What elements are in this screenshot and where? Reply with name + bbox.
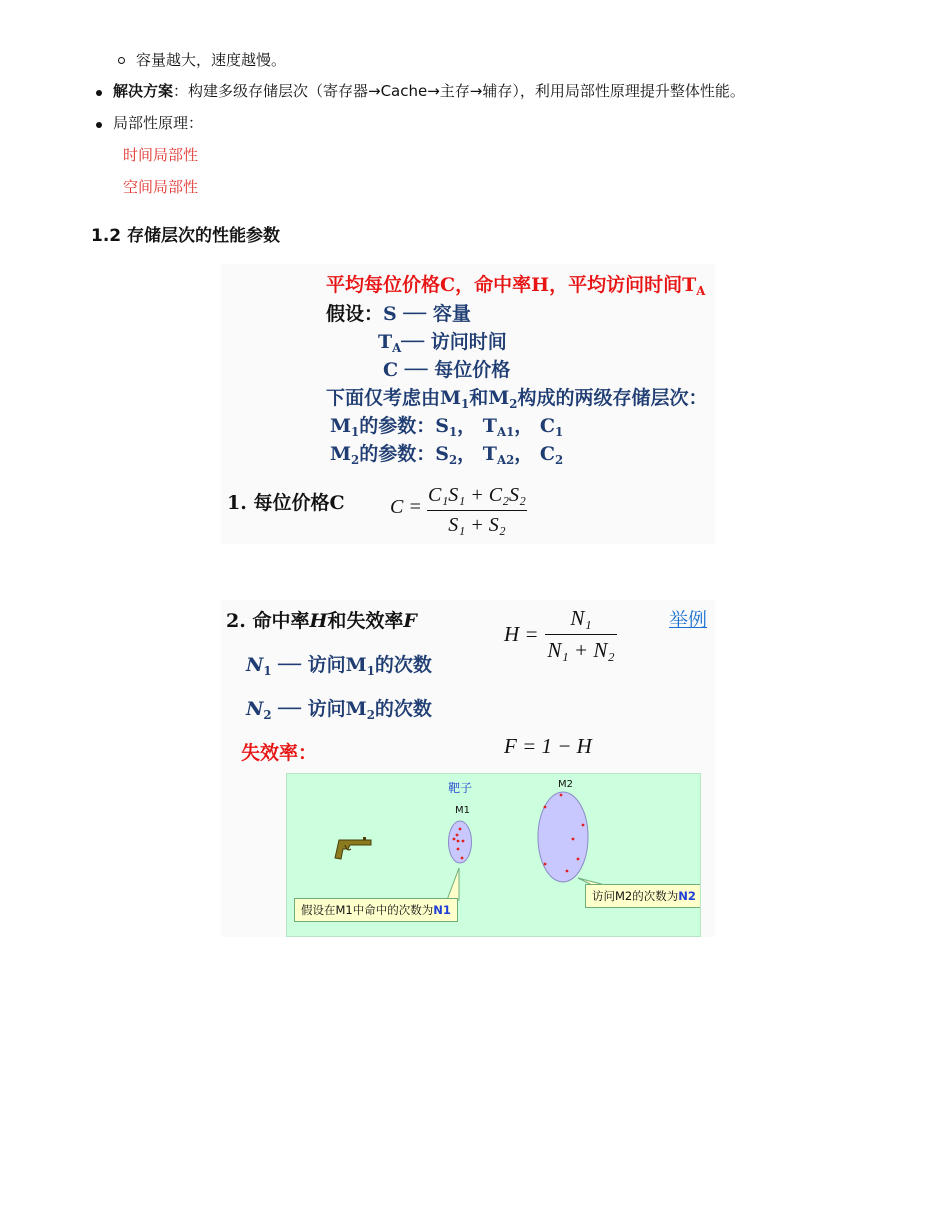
formula-c-numerator: C₁S₁ + C₂S₂: [428, 484, 526, 506]
formula-h-denominator: N₁ + N₂: [547, 638, 615, 663]
assume-c-line: C ── 每位价格: [383, 359, 511, 381]
slide-performance-params: [221, 264, 715, 544]
target-scene: [286, 773, 701, 937]
m2-label: M2: [558, 779, 573, 790]
m1-label: M1: [455, 805, 470, 816]
solution-label: 解决方案: [113, 82, 174, 100]
fraction-bar: [427, 510, 527, 511]
slide-hit-rate: [221, 600, 715, 937]
two-level-line: 下面仅考虑由$M_1$和$M_2$构成的两级存储层次：: [326, 387, 708, 412]
formula-c-denominator: S₁ + S₂: [448, 514, 506, 537]
n2-definition: $N_2$ ── 访问$M_2$的次数: [246, 698, 432, 723]
locality-label: 局部性原理：: [113, 114, 204, 132]
solution-text: ：构建多级存储层次（寄存器→Cache→主存→辅存），利用局部性原理提升整体性能。: [173, 82, 745, 100]
formula-f: F = 1 − H: [504, 734, 592, 758]
item2-title: 2. 命中率H和失效率F: [226, 610, 417, 632]
assume-s-line: 假设：S ── 容量: [326, 303, 471, 325]
sub-bullet-text: 容量越大，速度越慢。: [136, 51, 287, 69]
callout-m1: 假设在M1中命中的次数为N1: [294, 898, 458, 922]
temporal-locality: 时间局部性: [123, 146, 199, 164]
bullet-marker: [96, 122, 102, 128]
example-link[interactable]: 举例: [669, 609, 708, 631]
formula-h-lhs: H =: [504, 622, 539, 646]
formula-h-numerator: N₁: [570, 606, 592, 630]
item1-title: 1. 每位价格C: [227, 492, 345, 514]
slide-headline: 平均每位价格C，命中率H，平均访问时间$T_A$: [326, 274, 706, 299]
n1-definition: $N_1$ ── 访问$M_1$的次数: [246, 654, 432, 679]
formula-c-lhs: C =: [390, 496, 422, 518]
solution-item: [113, 81, 745, 101]
m1-params-line: $M_1$的参数：$S_1$， $T_{A1}$， $C_1$: [330, 415, 564, 440]
m2-params-line: $M_2$的参数：$S_2$， $T_{A2}$， $C_2$: [330, 443, 564, 468]
fraction-bar: [545, 634, 617, 635]
formula-h-fraction: [545, 606, 617, 663]
assume-ta-line: $T_A──$ 访问时间: [378, 331, 507, 356]
bullet-marker: [96, 90, 102, 96]
miss-rate-label: 失效率：: [241, 742, 318, 764]
target-label: 靶子: [448, 781, 473, 795]
section-title: 1.2 存储层次的性能参数: [91, 226, 281, 246]
sub-bullet-marker: [118, 57, 125, 64]
formula-c-fraction: [427, 484, 527, 537]
spatial-locality: 空间局部性: [123, 178, 199, 196]
callout-m2: 访问M2的次数为N2: [585, 884, 701, 908]
